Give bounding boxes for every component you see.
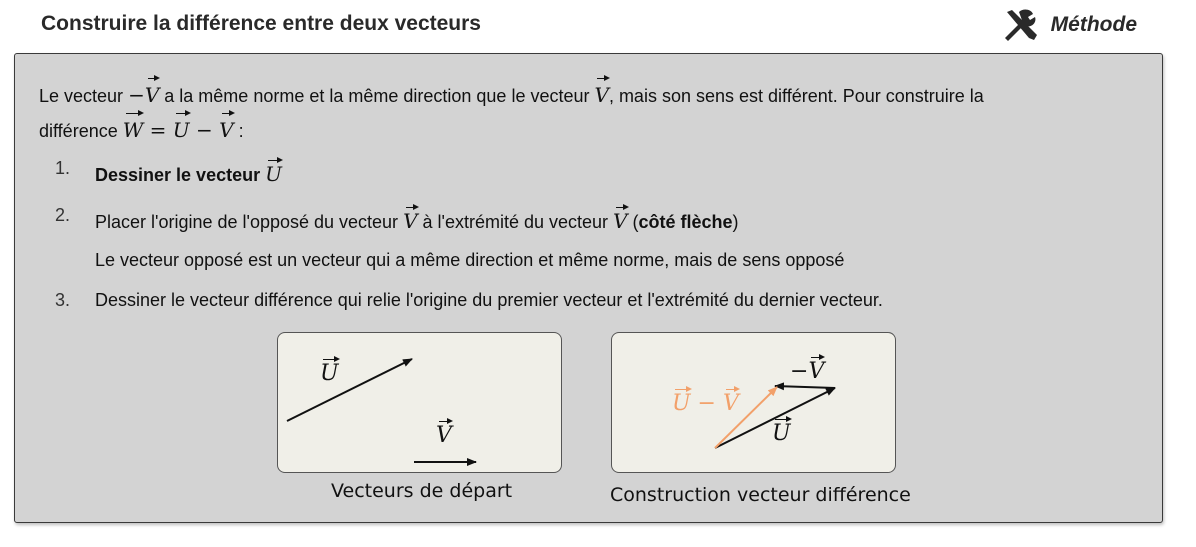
label-vector-v: V [808, 355, 824, 384]
step-text: Dessiner le vecteur différence qui relie l'origine du premier vecteur et l'extrémité du dernier vecteur. [95, 290, 883, 310]
math-vector-u: U [265, 158, 282, 186]
figure-start-vectors [277, 332, 562, 473]
section-header [14, 0, 1165, 50]
math-equals: = [143, 118, 173, 142]
step-3 [15, 290, 1115, 314]
step-number: 2. [55, 205, 71, 225]
step-2-note [15, 250, 1115, 274]
math-vector-w: W [123, 111, 144, 145]
step-text-part: ) [732, 212, 739, 232]
step-1 [15, 158, 1115, 188]
label-vector-v: V [436, 419, 452, 448]
label-diff-minus: − [690, 391, 723, 416]
intro-text: différence [39, 121, 123, 141]
math-neg: − [128, 83, 145, 107]
step-text-part: ( [627, 212, 639, 232]
intro-paragraph [39, 76, 1139, 146]
math-vector-v: V [403, 205, 417, 233]
math-vector-v: V [613, 205, 627, 233]
step-2 [15, 205, 1115, 235]
label-diff-u: U [672, 387, 691, 416]
tools-icon [1001, 8, 1041, 42]
step-number: 1. [55, 158, 71, 178]
method-box [14, 53, 1163, 523]
vector-u-arrow [287, 359, 412, 421]
method-badge [1001, 8, 1137, 42]
math-vector-v: V [219, 111, 233, 145]
start-vectors-svg [278, 333, 563, 474]
step-bold: Dessiner le vecteur [95, 165, 266, 185]
section-title: Construire la différence entre deux vecteurs [41, 12, 481, 35]
label-diff-v: V [723, 387, 739, 416]
intro-text: a la même norme et la même direction que le vecteur [159, 86, 595, 106]
vector-neg-v-arrow [775, 386, 835, 388]
step-note: Le vecteur opposé est un vecteur qui a même direction et même norme, mais de sens opposé [95, 250, 845, 270]
math-vector-u: U [173, 111, 190, 145]
caption-start-vectors: Vecteurs de départ [331, 480, 513, 502]
label-vector-u: U [320, 357, 339, 386]
math-vector-v: V [145, 76, 159, 110]
intro-text: , mais son sens est différent. Pour construire la [608, 86, 984, 106]
step-bold: côté flèche [638, 212, 733, 232]
label-difference [672, 387, 739, 416]
step-text-part: à l'extrémité du vecteur [417, 212, 614, 232]
difference-construction-svg [612, 333, 897, 474]
step-text-part: Placer l'origine de l'opposé du vecteur [95, 212, 404, 232]
math-vector-v: V [594, 76, 608, 110]
math-minus: − [189, 118, 220, 142]
label-minus: − [790, 359, 809, 384]
step-number: 3. [55, 290, 71, 310]
label-vector-u: U [772, 417, 791, 446]
figure-difference-construction [611, 332, 896, 473]
intro-text: Le vecteur [39, 86, 129, 106]
badge-label: Méthode [1050, 13, 1137, 36]
step-text [95, 158, 282, 186]
label-neg-v [790, 355, 824, 384]
step-text [95, 205, 739, 233]
intro-text: : [233, 121, 244, 141]
caption-difference-construction: Construction vecteur différence [610, 484, 911, 506]
